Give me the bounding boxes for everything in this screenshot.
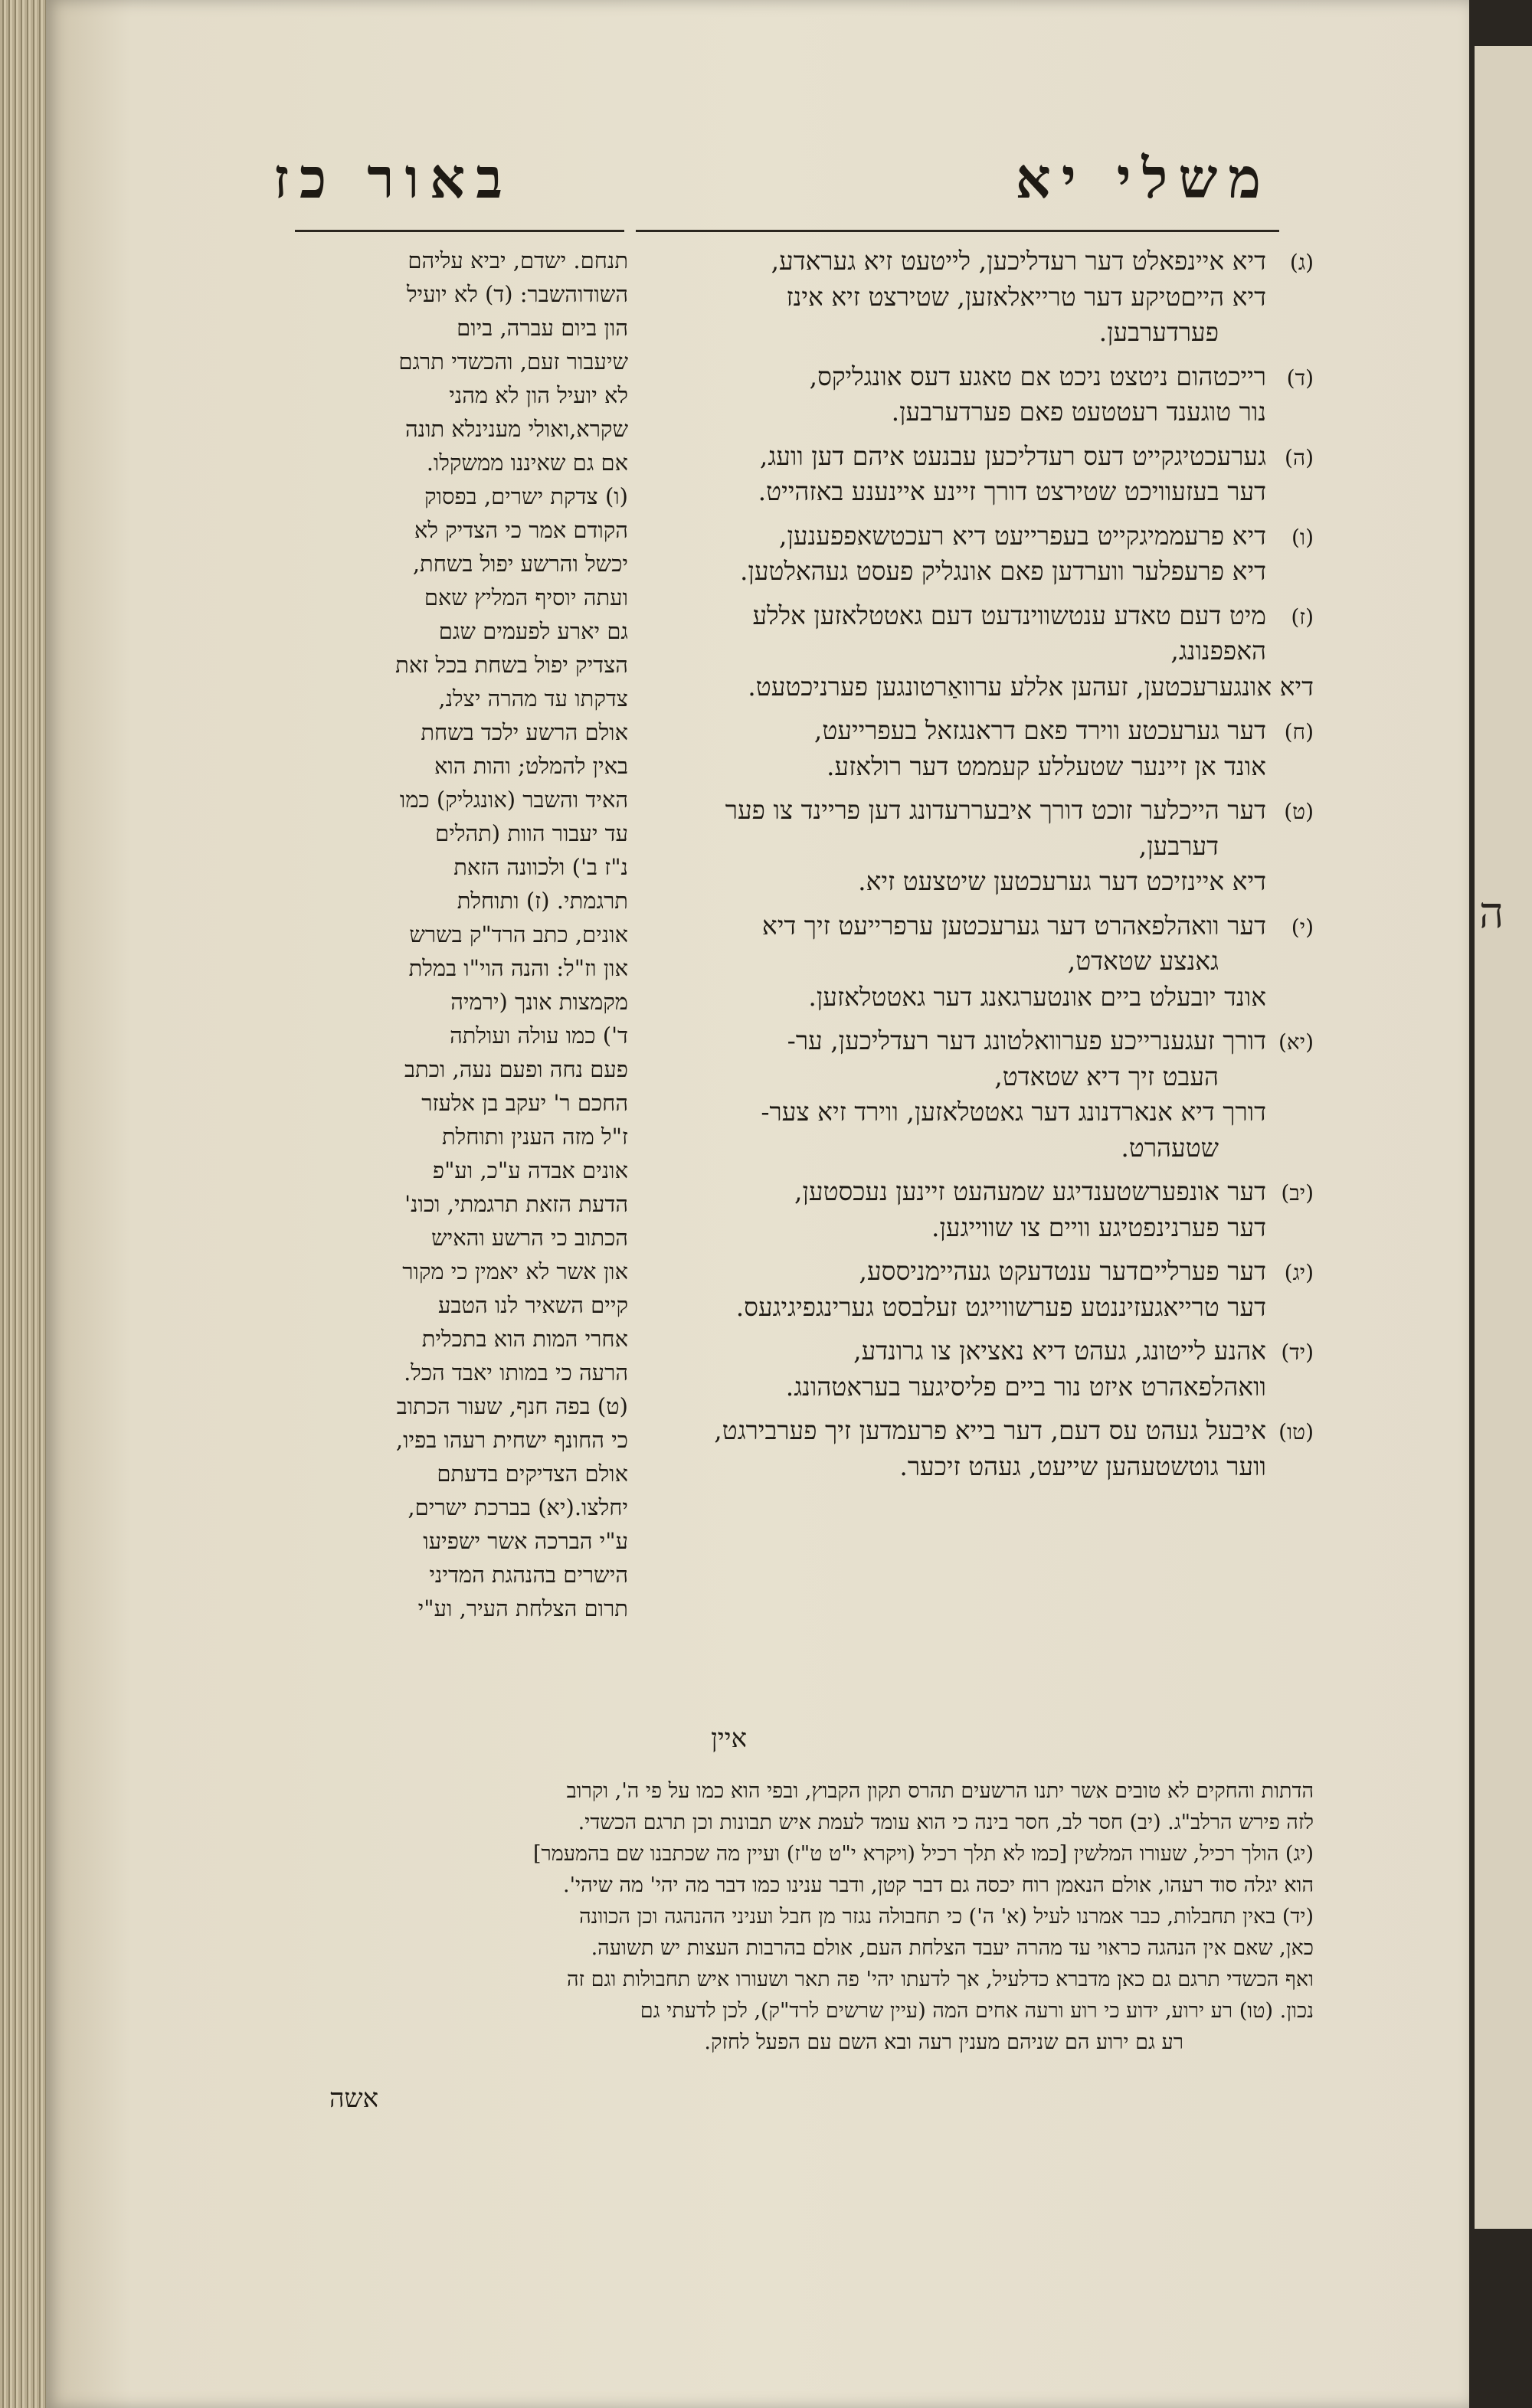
- verse-line: דיא פרעפלער ווערדען פאם אונגליק פעסט געהאלטען.: [739, 556, 1266, 586]
- verse: [666, 793, 1314, 900]
- commentary-line: ועתה יוסיף המליץ שאם: [424, 584, 628, 610]
- commentary-line: און אשר לא יאמין כי מקור: [402, 1258, 628, 1284]
- commentary-line: הדעת הזאת תרגמתי, וכונ': [404, 1191, 628, 1217]
- book-edge-left: [0, 0, 46, 2408]
- commentary-line: האיד והשבר (אונגליק) כמו: [399, 787, 628, 813]
- commentary-line: און וז"ל: והנה הוי"ו במלת: [408, 955, 628, 981]
- verse-number: (ח): [1284, 719, 1314, 744]
- verse-line: ווער גוטשטעהען שייעט, געהט זיכער.: [899, 1451, 1266, 1481]
- verse: [666, 1413, 1314, 1484]
- commentary-line: יחלצו.(יא) בברכת ישרים,: [408, 1494, 628, 1520]
- bottom-commentary-line: הדתות והחקים לא טובים אשר יתנו הרשעים תהרס תקון הקבוץ, ובפי הוא כמו על פי ה', וקרוב: [566, 1779, 1314, 1803]
- main-text-column: [666, 244, 1314, 1493]
- verse-line: איבעל געהט עס דעם, דער בייא פרעמדען זיך פערבירגט,: [714, 1415, 1266, 1445]
- commentary-line: אם גם שאיננו ממשקלו.: [426, 450, 628, 476]
- commentary-line: ד') כמו עולה ועולתה: [450, 1022, 628, 1049]
- verse-line: האפפנונג,: [1170, 636, 1266, 666]
- commentary-line: תנחם. ישדם, יביא עליהם: [408, 247, 628, 273]
- commentary-line: החכם ר' יעקב בן אלעזר: [421, 1090, 628, 1116]
- commentary-line: הצדיק יפול בשחת בכל זאת: [395, 652, 628, 678]
- verse-number: (ד): [1286, 365, 1314, 391]
- verse-line: פערדערבען.: [1098, 317, 1219, 347]
- header-rule-main: [636, 230, 1279, 232]
- verse: [666, 359, 1314, 430]
- verse: [666, 908, 1314, 1016]
- bottom-commentary-line: כאן, שאם אין הנהגה כראוי עד מהרה יעבד הצלחת העם, אולם בהרבות העצות יש תשועה.: [591, 1936, 1314, 1960]
- verse-line: דער גערעכטע ווירד פאם דראנגזאל בעפרייעט,: [813, 715, 1266, 745]
- verse-line: דער פערנינפטיגע וויים צו שווייגען.: [931, 1212, 1266, 1242]
- verse-number: (יג): [1284, 1260, 1314, 1285]
- verse-line: אהנע לייטונג, געהט דיא נאציאן צו גרונדע,: [853, 1336, 1266, 1366]
- facing-page-fragment: ה: [1479, 888, 1504, 938]
- verse-line: דורך זעגענרייכע פערוואלטונג דער רעדליכען, ער-: [787, 1026, 1266, 1055]
- verse-number: (ה): [1285, 444, 1314, 470]
- bottom-commentary-line: לזה פירש הרלב"ג. (יב) חסר לב, חסר בינה כי הוא עומד לעמת איש תבונות וכן תרגם הכשדי.: [578, 1811, 1314, 1834]
- verse: [666, 1174, 1314, 1245]
- verse: [666, 519, 1314, 590]
- commentary-line: אונים אבדה ע"כ, וע"פ: [432, 1157, 628, 1183]
- main-text-continuation: איין: [711, 1723, 747, 1754]
- commentary-line: הון ביום עברה, ביום: [457, 315, 628, 341]
- commentary-line: השודוהשבר: (ד) לא יועיל: [406, 281, 628, 307]
- verse-line: גאנצע שטאדט,: [1067, 946, 1219, 976]
- verse-number: (יב): [1281, 1180, 1314, 1206]
- verse-number: (יד): [1281, 1340, 1314, 1365]
- verse: [666, 1333, 1314, 1405]
- verse-line: אונד אן זיינער שטעללע קעממט דער רולאזע.: [826, 751, 1266, 781]
- commentary-line: תרום הצלחת העיר, וע"י: [417, 1595, 628, 1621]
- main-title: משלי יא: [1015, 146, 1272, 211]
- commentary-title: באור כז: [273, 146, 513, 211]
- commentary-line: ע"י הברכה אשר ישפיעו: [423, 1528, 628, 1554]
- verse-line: רייכטהום ניטצט ניכט אם טאגע דעס אונגליקס,: [809, 361, 1266, 391]
- commentary-line: אונים, כתב הרד"ק בשרש: [409, 921, 628, 947]
- verse-number: (טו): [1278, 1419, 1314, 1444]
- commentary-line: הרעה כי במותו יאבד הכל.: [404, 1359, 628, 1386]
- verse-line: דער פערלייםדער ענטדעקט געהיימניססע,: [859, 1256, 1266, 1286]
- verse: [666, 713, 1314, 784]
- verse-line: דיא הייםטיקע דער טרייאלאזען, שטירצט זיא אינז: [786, 281, 1266, 312]
- bottom-commentary-line: נכון. (טו) רע ירוע, ידוע כי רוע ורעה אחים המה (עיין שרשים לרד"ק), לכן לדעתי גם: [640, 1999, 1314, 2023]
- verse-line: דיא איינפאלט דער רעדליכען, לייטעט זיא געראדע,: [771, 246, 1266, 276]
- verse-line: דער וואהלפאהרט דער גערעכטען ערפרייעט זיך דיא: [761, 910, 1266, 941]
- facing-page-edge: [1475, 46, 1532, 2229]
- commentary-line: הכתוב כי הרשע והאיש: [431, 1225, 628, 1251]
- verse-line: דורך דיא אנארדנונג דער גאטטלאזען, ווירד זיא צער-: [761, 1097, 1266, 1127]
- verse-line: דערבען,: [1138, 830, 1219, 861]
- commentary-line: פעם נחה ופעם נעה, וכתב: [404, 1056, 628, 1082]
- verse-line: דער הייכלער זוכט דורך איבעררעדונג דען פריינד צו פער: [725, 795, 1266, 825]
- verse-line: שטעהרט.: [1121, 1132, 1219, 1163]
- commentary-line: ז"ל מזה הענין ותוחלת: [441, 1124, 628, 1150]
- verse-number: (ט): [1284, 799, 1314, 824]
- verse-line: דער טרייאגעזיננטע פערשווייגט זעלבסט גערינגפיגיגעס.: [735, 1291, 1266, 1322]
- verse-number: (יא): [1278, 1029, 1314, 1055]
- commentary-line: כי החונף ישחית רעהו בפיו,: [395, 1427, 628, 1453]
- verse: [666, 1254, 1314, 1325]
- commentary-line: תרגמתי. (ז) ותוחלת: [457, 888, 628, 914]
- commentary-column: [295, 244, 628, 1625]
- verse-line: אונד יובעלט ביים אונטערגאנג דער גאטטלאזען.: [808, 981, 1266, 1012]
- commentary-line: אולם הצדיקים בדעתם: [437, 1461, 628, 1487]
- commentary-line: לא יועיל הון לא מהני: [449, 382, 628, 408]
- commentary-line: (ט) בפה חנף, שעור הכתוב: [396, 1393, 628, 1419]
- verse-line: העבט זיך דיא שטאדט,: [994, 1061, 1219, 1091]
- commentary-line: אולם הרשע ילכד בשחת: [421, 719, 628, 745]
- catchword: אשה: [329, 2083, 379, 2114]
- verse: [666, 244, 1314, 351]
- commentary-line: הקודם אמר כי הצדיק לא: [414, 517, 628, 543]
- commentary-line: אחרי המות הוא בתכלית: [421, 1326, 628, 1352]
- bottom-commentary: [295, 1775, 1314, 2058]
- verse-number: (ו): [1291, 524, 1314, 550]
- verse: [666, 598, 1314, 705]
- verse-number: (ז): [1291, 604, 1314, 630]
- commentary-line: גם יארע לפעמים שגם: [438, 618, 628, 644]
- bottom-commentary-line: (יד) באין תחבלות, כבר אמרנו לעיל (א' ה') כי תחבולה נגזר מן חבל ועניני ההנהגה וכן הכוונה: [579, 1905, 1314, 1929]
- bottom-commentary-line: (יג) הולך רכיל, שעורו המלשין [כמו לא תלך רכיל (ויקרא י"ט ט"ז) ועיין מה שכתבנו שם בהמעמר]: [532, 1842, 1314, 1866]
- verse-number: (ג): [1289, 250, 1314, 275]
- verse-line: דער אונפערשטענדיגע שמעהעט זיינען נעכסטען,: [794, 1176, 1266, 1206]
- verse-line: וואהלפאהרט איזט נור ביים פליסיגער בעראטהונג.: [785, 1371, 1266, 1402]
- header-rule-commentary: [295, 230, 624, 232]
- commentary-line: צדקתו עד מהרה יצלנ,: [438, 685, 628, 712]
- verse-line: דער בעזעוויכט שטירצט דורך זיינע איינענע באזהייט.: [758, 476, 1266, 506]
- verse-line: מיט דעם טאדע ענטשווינדעט דעם גאטטלאזען אללע: [752, 600, 1266, 630]
- verse-line: דיא פרעממיגקייט בעפרייעט דיא רעכטשאפפענען,: [778, 520, 1266, 551]
- bottom-commentary-line: רע גם ירוע הם שניהם מענין רעה ובא השם עם הפעל לחזק.: [704, 2030, 1183, 2054]
- verse-number: (י): [1291, 914, 1314, 940]
- commentary-line: באין להמלט; והות הוא: [434, 753, 628, 779]
- commentary-line: (ו) צדקת ישרים, בפסוק: [424, 483, 628, 509]
- commentary-line: קיים השאיר לנו הטבע: [438, 1292, 628, 1318]
- commentary-line: יכשל והרשע יפול בשחת,: [412, 551, 628, 577]
- commentary-line: מקמצות אונך (ירמיה: [450, 989, 628, 1015]
- commentary-line: הישרים בהנהגת המדיני: [429, 1562, 628, 1588]
- commentary-line: נ"ז ב') ולכוונה הזאת: [453, 854, 628, 880]
- commentary-line: שקרא,ואולי מענינלא תונה: [404, 416, 628, 442]
- verse: [666, 1023, 1314, 1166]
- verse-line: דיא איינזיכט דער גערעכטען שיטצעט זיא.: [858, 866, 1266, 896]
- verse-line: דיא אונגערעכטען, זעהען אללע ערוואַרטונגען פערניכטעט.: [748, 671, 1314, 702]
- verse: [666, 439, 1314, 510]
- bottom-commentary-line: ואף הכשדי תרגם גם כאן מדברא כדלעיל, אך לדעתו יהי' פה תאר ושעורו איש תחבולות וגם זה: [566, 1968, 1314, 1991]
- verse-line: נור טוגענד רעטטעט פאם פערדערבען.: [891, 397, 1266, 427]
- verse-line: גערעכטיגקייט דעס רעדליכען עבנעט איהם דען וועג,: [759, 440, 1266, 471]
- commentary-line: שיעבור זעם, והכשדי תרגם: [398, 348, 628, 375]
- bottom-commentary-line: הוא יגלה סוד רעהו, אולם הנאמן רוח יכסה גם דבר קטן, ודבר ענינו כמו דבר מה יהי' מה שיהי'.: [562, 1873, 1314, 1897]
- commentary-line: עד יעבור הוות (תהלים: [435, 820, 628, 846]
